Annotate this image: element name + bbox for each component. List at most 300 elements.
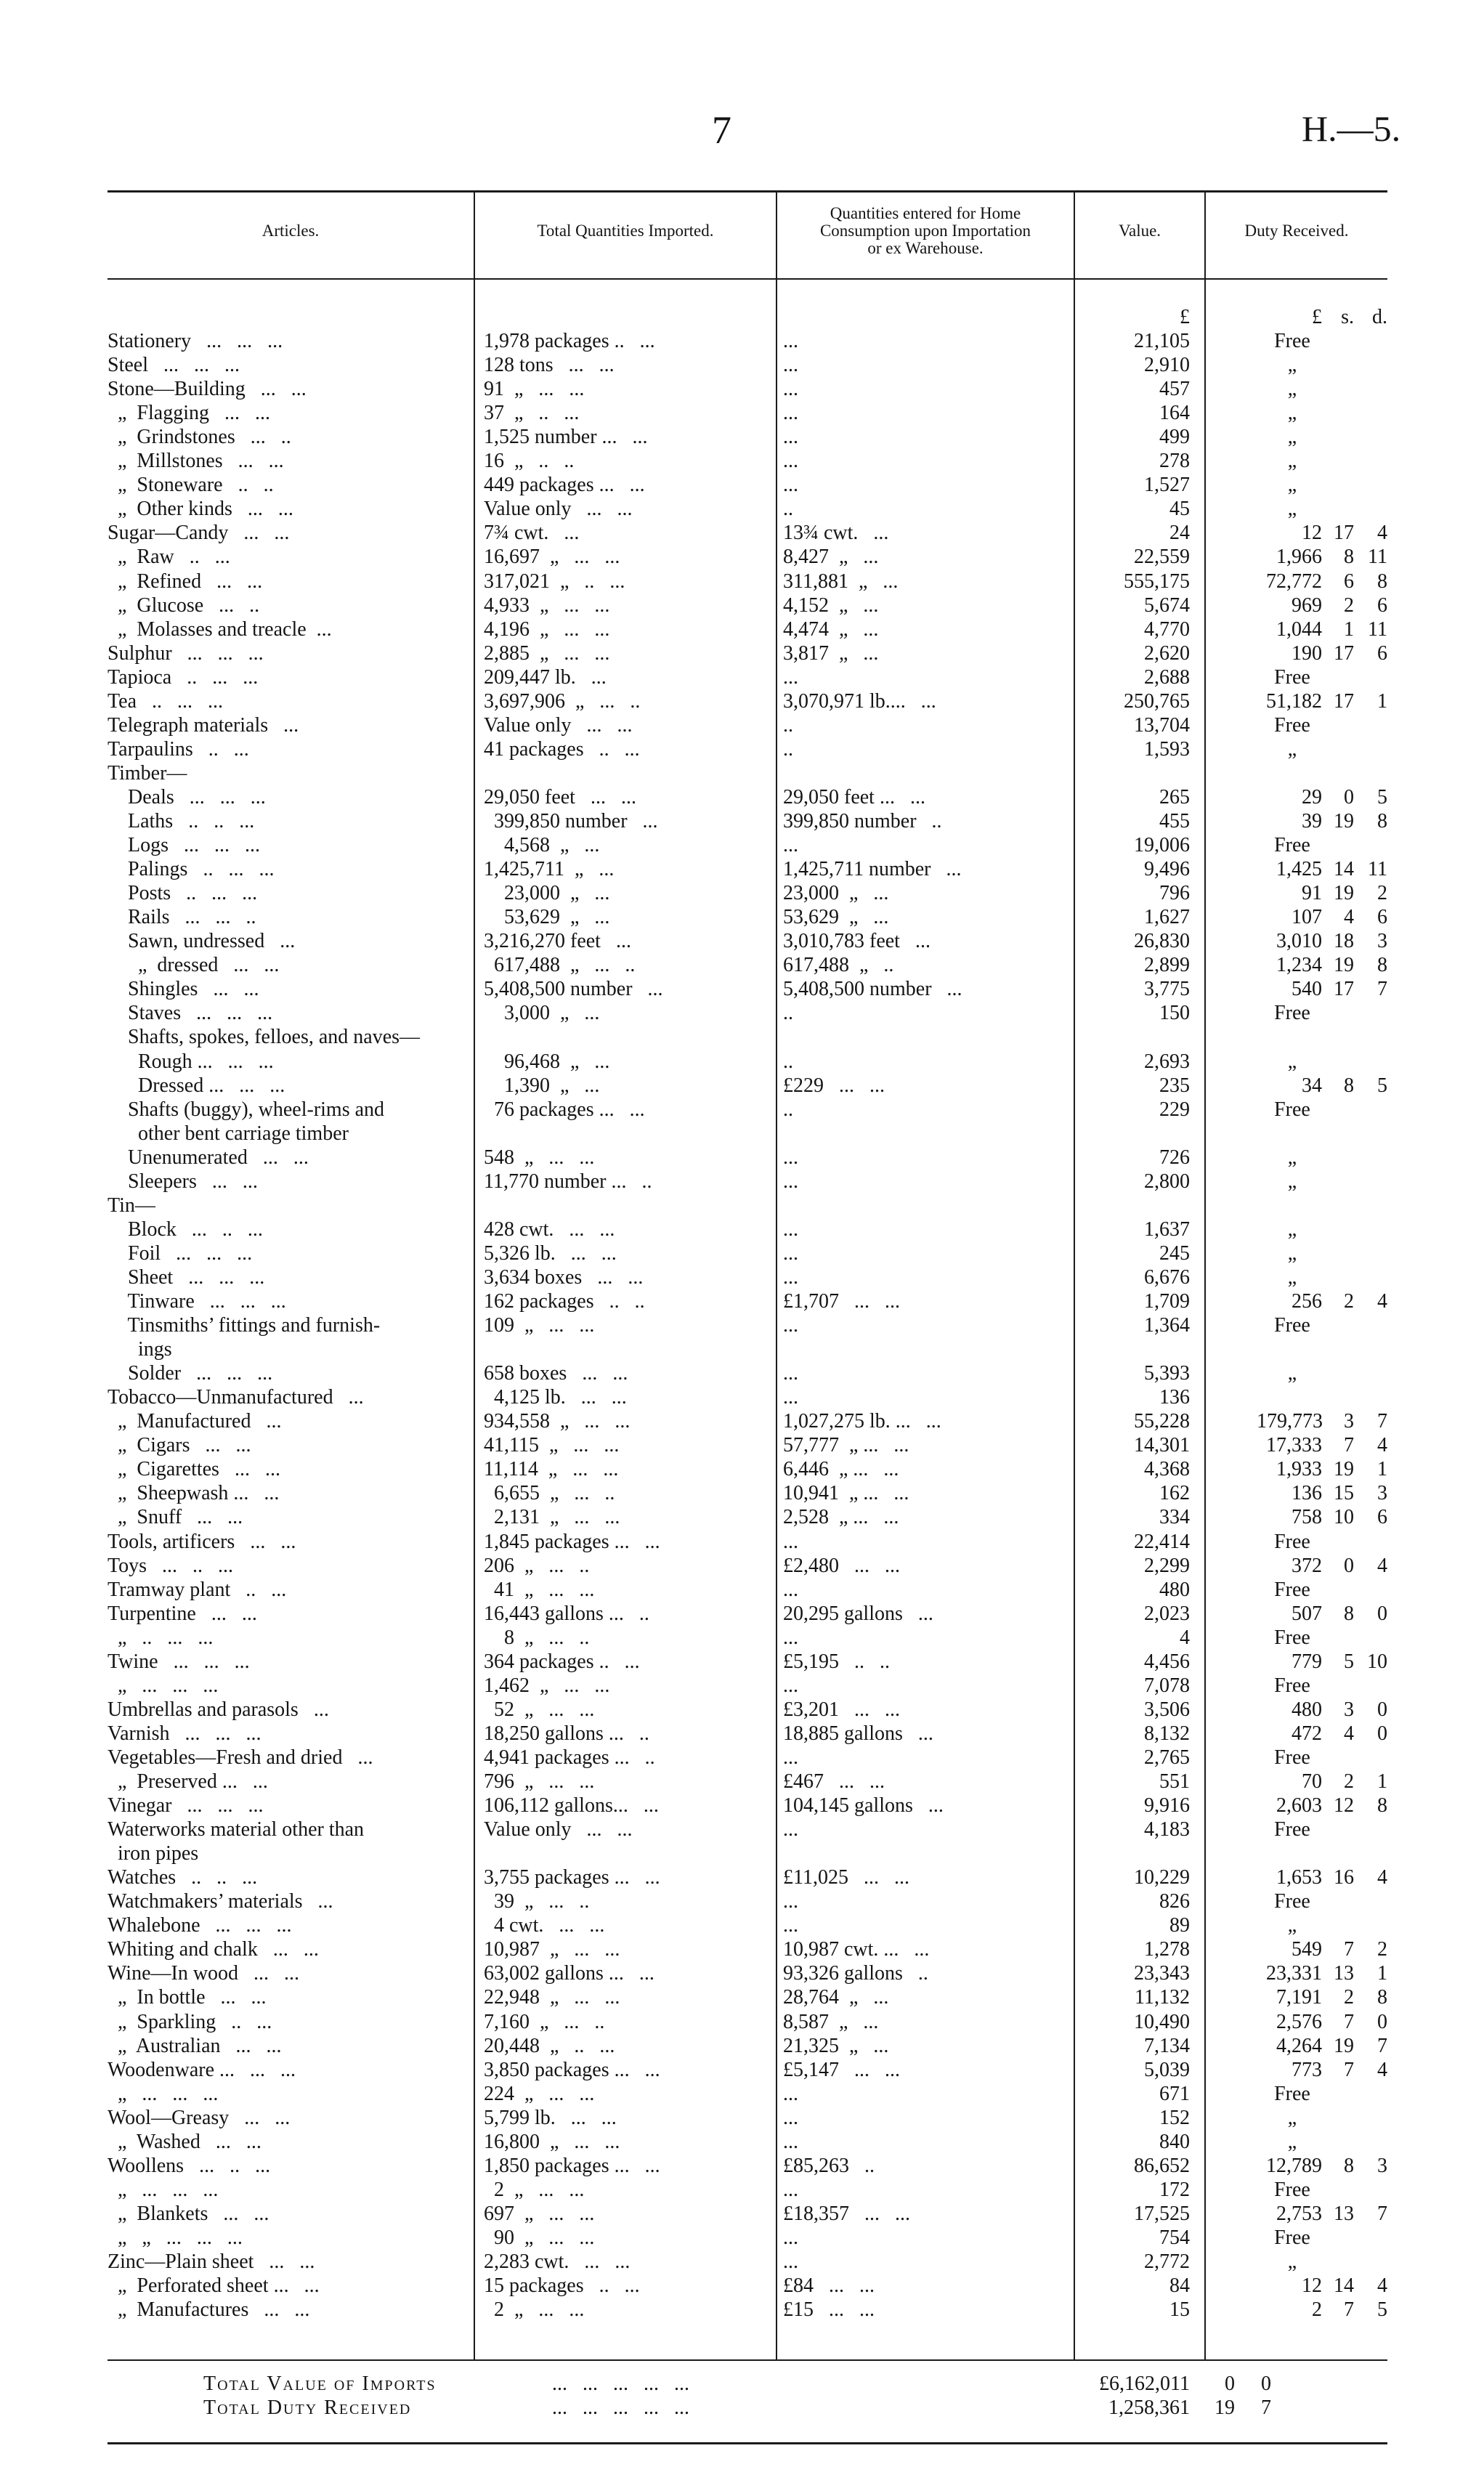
- article-cell: Palings .. ... ...: [108, 858, 275, 880]
- value-cell: 9,496: [1144, 858, 1190, 880]
- value-cell: 6,676: [1144, 1266, 1190, 1289]
- duty-shillings-cell: 19: [1334, 882, 1354, 904]
- duty-pounds-cell: 1,044: [1276, 618, 1322, 641]
- article-cell: „ Manufactured ...: [108, 1410, 282, 1433]
- home-consumption-cell: 13¾ cwt. ...: [783, 522, 889, 544]
- table-row: [0, 2130, 1484, 2154]
- total-quantity-cell: 23,000 „ ...: [484, 882, 610, 904]
- total-quantity-cell: 52 „ ... ...: [484, 1698, 595, 1721]
- duty-pence-cell: 4: [1377, 1866, 1387, 1889]
- table-row: [0, 1746, 1484, 1770]
- article-cell: Foil ... ... ...: [108, 1242, 253, 1265]
- duty-shillings-cell: 15: [1334, 1482, 1354, 1504]
- total-quantity-cell: 1,845 packages ... ...: [484, 1531, 660, 1553]
- home-consumption-cell: 4,474 „ ...: [783, 618, 879, 641]
- table-bottom-rule: [108, 2359, 1387, 2361]
- header-home-consumption: [777, 205, 1074, 257]
- table-row: [0, 1841, 1484, 1865]
- duty-cell: „: [1287, 1242, 1297, 1265]
- value-cell: 17,525: [1134, 2203, 1190, 2225]
- total-quantity-cell: 96,468 „ ...: [484, 1050, 610, 1073]
- table-row: [0, 977, 1484, 1001]
- value-cell: 1,278: [1144, 1938, 1190, 1961]
- article-cell: „ Preserved ... ...: [108, 1770, 268, 1793]
- duty-shillings-cell: 16: [1334, 1866, 1354, 1889]
- total-quantity-cell: 90 „ ... ...: [484, 2226, 595, 2249]
- value-cell: 2,899: [1144, 954, 1190, 976]
- duty-pounds-cell: 34: [1302, 1074, 1322, 1097]
- home-consumption-cell: 399,850 number ..: [783, 810, 942, 832]
- duty-cell: „: [1287, 1218, 1297, 1241]
- home-consumption-cell: 1,425,711 number ...: [783, 858, 962, 880]
- total-quantity-cell: 4,125 lb. ... ...: [484, 1386, 627, 1409]
- table-row: [0, 2202, 1484, 2226]
- duty-pounds-cell: 72,772: [1266, 570, 1322, 593]
- total-quantity-cell: 934,558 „ ... ...: [484, 1410, 631, 1433]
- duty-cell: „: [1287, 474, 1297, 496]
- home-consumption-cell: £1,707 ... ...: [783, 1290, 900, 1313]
- table-row: [0, 570, 1484, 593]
- total-duty-leaders: ... ... ... ... ...: [552, 2396, 689, 2419]
- duty-pounds-cell: 758: [1292, 1506, 1322, 1528]
- duty-pence-cell: 8: [1377, 1986, 1387, 2009]
- duty-pence-cell: 1: [1377, 1770, 1387, 1793]
- article-cell: Tobacco—Unmanufactured ...: [108, 1386, 364, 1409]
- duty-shillings-cell: 8: [1344, 546, 1354, 568]
- value-cell: 13,704: [1134, 714, 1190, 737]
- table-row: [0, 1770, 1484, 1794]
- duty-pence-cell: 1: [1377, 1458, 1387, 1480]
- table-row: [0, 1913, 1484, 1937]
- value-cell: 4,368: [1144, 1458, 1190, 1480]
- article-cell: ings: [108, 1338, 172, 1361]
- home-consumption-cell: 311,881 „ ...: [783, 570, 899, 593]
- table-row: [0, 1865, 1484, 1889]
- page-number: 7: [712, 108, 731, 152]
- currency-units-row: [0, 305, 1484, 329]
- article-cell: Timber—: [108, 762, 187, 785]
- table-row: [0, 1722, 1484, 1746]
- article-cell: Laths .. .. ...: [108, 810, 255, 832]
- duty-cell: „: [1287, 1170, 1297, 1193]
- article-cell: Sheet ... ... ...: [108, 1266, 265, 1289]
- total-quantity-cell: 37 „ .. ...: [484, 402, 580, 424]
- duty-pounds-cell: 507: [1292, 1602, 1322, 1625]
- table-row: [0, 1698, 1484, 1722]
- duty-pounds-cell: 7,191: [1276, 1986, 1322, 2009]
- duty-shillings-cell: 8: [1344, 1074, 1354, 1097]
- home-consumption-cell: 1,027,275 lb. ... ...: [783, 1410, 941, 1433]
- table-row: [0, 1961, 1484, 1985]
- duty-pounds-cell: 549: [1292, 1938, 1322, 1961]
- value-cell: 2,800: [1144, 1170, 1190, 1193]
- article-cell: Tea .. ... ...: [108, 690, 224, 713]
- duty-pence-cell: 4: [1377, 1434, 1387, 1456]
- total-quantity-cell: 4,941 packages ... ..: [484, 1746, 655, 1769]
- article-cell: „ Sheepwash ... ...: [108, 1482, 280, 1504]
- home-consumption-cell: £5,147 ... ...: [783, 2059, 900, 2081]
- duty-cell: Free: [1274, 330, 1310, 352]
- value-cell: 3,506: [1144, 1698, 1190, 1721]
- article-cell: Whalebone ... ... ...: [108, 1914, 292, 1937]
- total-quantity-cell: 39 „ ... ..: [484, 1890, 590, 1913]
- home-consumption-cell: ...: [783, 1146, 798, 1169]
- value-cell: 826: [1159, 1890, 1190, 1913]
- duty-cell: Free: [1274, 1890, 1310, 1913]
- total-quantity-cell: 16,697 „ ... ...: [484, 546, 620, 568]
- duty-pence-cell: 10: [1367, 1650, 1387, 1673]
- article-cell: „ Raw .. ...: [108, 546, 230, 568]
- duty-shillings-cell: 19: [1334, 2035, 1354, 2057]
- table-row: [0, 1626, 1484, 1650]
- article-cell: „ Refined ... ...: [108, 570, 263, 593]
- value-cell: 726: [1159, 1146, 1190, 1169]
- duty-shillings-cell: 8: [1344, 2155, 1354, 2177]
- duty-cell: „: [1287, 1914, 1297, 1937]
- value-cell: 162: [1159, 1482, 1190, 1504]
- table-row: [0, 1074, 1484, 1098]
- home-consumption-cell: ..: [783, 1050, 793, 1073]
- total-imports-value: £6,162,011: [1099, 2372, 1190, 2395]
- home-consumption-cell: 6,446 „ ... ...: [783, 1458, 899, 1480]
- total-quantity-cell: 796 „ ... ...: [484, 1770, 595, 1793]
- table-row: [0, 1505, 1484, 1529]
- article-cell: Logs ... ... ...: [108, 834, 260, 856]
- home-consumption-cell: 104,145 gallons ...: [783, 1794, 944, 1817]
- value-cell: 11,132: [1135, 1986, 1190, 2009]
- home-consumption-cell: ...: [783, 1914, 798, 1937]
- value-cell: 334: [1159, 1506, 1190, 1528]
- total-quantity-cell: 2,885 „ ... ...: [484, 642, 610, 665]
- article-cell: Watchmakers’ materials ...: [108, 1890, 333, 1913]
- home-consumption-cell: ...: [783, 330, 798, 352]
- value-cell: 22,559: [1134, 546, 1190, 568]
- article-cell: Stationery ... ... ...: [108, 330, 283, 352]
- duty-pence-cell: 5: [1377, 786, 1387, 809]
- duty-cell: Free: [1274, 1002, 1310, 1024]
- article-cell: „ Stoneware .. ..: [108, 474, 274, 496]
- total-quantity-cell: 7¾ cwt. ...: [484, 522, 580, 544]
- table-row: [0, 1409, 1484, 1433]
- value-cell: 86,652: [1134, 2155, 1190, 2177]
- table-row: [0, 2010, 1484, 2034]
- total-quantity-cell: 658 boxes ... ...: [484, 1362, 628, 1385]
- duty-shillings-cell: 19: [1334, 1458, 1354, 1480]
- duty-shillings-cell: 3: [1344, 1410, 1354, 1433]
- duty-pence-cell: 0: [1377, 1698, 1387, 1721]
- article-cell: Wool—Greasy ... ...: [108, 2107, 291, 2129]
- total-quantity-cell: 7,160 „ ... ..: [484, 2011, 605, 2033]
- value-cell: 8,132: [1144, 1722, 1190, 1745]
- duty-cell: „: [1287, 426, 1297, 448]
- article-cell: „ .. ... ...: [108, 1626, 214, 1649]
- total-quantity-cell: 4 cwt. ... ...: [484, 1914, 605, 1937]
- value-cell: 10,490: [1134, 2011, 1190, 2033]
- home-consumption-cell: £5,195 .. ..: [783, 1650, 890, 1673]
- table-row: [0, 497, 1484, 521]
- table-row: [0, 1170, 1484, 1194]
- total-quantity-cell: 697 „ ... ...: [484, 2203, 595, 2225]
- total-quantity-cell: 4,568 „ ...: [484, 834, 600, 856]
- duty-pence-cell: 0: [1377, 1722, 1387, 1745]
- duty-pence-cell: 11: [1368, 618, 1387, 641]
- total-quantity-cell: 4,196 „ ... ...: [484, 618, 610, 641]
- duty-pence-cell: 4: [1377, 1555, 1387, 1577]
- total-quantity-cell: 109 „ ... ...: [484, 1314, 595, 1337]
- table-row: [0, 1313, 1484, 1337]
- article-cell: iron pipes: [108, 1842, 199, 1865]
- value-cell: 7,134: [1144, 2035, 1190, 2057]
- table-row: [0, 1361, 1484, 1385]
- duty-pence-cell: 6: [1377, 1506, 1387, 1528]
- duty-pence-cell: 6: [1377, 594, 1387, 617]
- total-quantity-cell: 11,770 number ... ..: [484, 1170, 652, 1193]
- value-cell: 136: [1159, 1386, 1190, 1409]
- duty-pounds-cell: 179,773: [1257, 1410, 1323, 1433]
- duty-pounds-cell: 23,331: [1266, 1962, 1322, 1985]
- value-cell: 19,006: [1134, 834, 1190, 856]
- value-cell: 152: [1159, 2107, 1190, 2129]
- article-cell: Rails ... ... ..: [108, 906, 256, 928]
- duty-pounds-cell: 1,425: [1276, 858, 1322, 880]
- article-cell: Watches .. .. ...: [108, 1866, 258, 1889]
- article-cell: Stone—Building ... ...: [108, 378, 307, 400]
- duty-pounds-cell: 107: [1292, 906, 1322, 928]
- table-row: [0, 2106, 1484, 2130]
- value-cell: 4,770: [1144, 618, 1190, 641]
- article-cell: Steel ... ... ...: [108, 354, 240, 376]
- table-row: [0, 2298, 1484, 2322]
- total-quantity-cell: 22,948 „ ... ...: [484, 1986, 620, 2009]
- value-cell: 455: [1159, 810, 1190, 832]
- home-consumption-cell: ..: [783, 1098, 793, 1121]
- total-quantity-cell: 206 „ ... ..: [484, 1555, 590, 1577]
- home-consumption-cell: 57,777 „ ... ...: [783, 1434, 909, 1456]
- total-quantity-cell: 224 „ ... ...: [484, 2083, 595, 2105]
- article-cell: Zinc—Plain sheet ... ...: [108, 2250, 315, 2273]
- total-duty-label: Total Duty Received: [203, 2396, 412, 2419]
- table-row: [0, 2274, 1484, 2298]
- value-cell: 1,527: [1144, 474, 1190, 496]
- total-quantity-cell: 18,250 gallons ... ..: [484, 1722, 649, 1745]
- total-quantity-cell: 15 packages .. ...: [484, 2274, 640, 2297]
- duty-pounds-cell: 372: [1292, 1555, 1322, 1577]
- total-quantity-cell: Value only ... ...: [484, 714, 633, 737]
- article-cell: Wine—In wood ... ...: [108, 1962, 300, 1985]
- value-cell: 9,916: [1144, 1794, 1190, 1817]
- total-quantity-cell: 1,850 packages ... ...: [484, 2155, 660, 2177]
- duty-pence-cell: 0: [1377, 1602, 1387, 1625]
- article-cell: Staves ... ... ...: [108, 1002, 273, 1024]
- duty-cell: „: [1287, 1146, 1297, 1169]
- value-cell: 229: [1159, 1098, 1190, 1121]
- total-quantity-cell: 1,390 „ ...: [484, 1074, 600, 1097]
- home-consumption-cell: £467 ... ...: [783, 1770, 885, 1793]
- article-cell: „ Cigarettes ... ...: [108, 1458, 280, 1480]
- value-cell: 245: [1159, 1242, 1190, 1265]
- duty-pounds-cell: 2,576: [1276, 2011, 1322, 2033]
- article-cell: „ Flagging ... ...: [108, 402, 270, 424]
- duty-shillings-cell: 8: [1344, 1602, 1354, 1625]
- duty-shillings-cell: 14: [1334, 858, 1354, 880]
- total-quantity-cell: 1,978 packages .. ...: [484, 330, 655, 352]
- table-row: [0, 401, 1484, 425]
- table-row: [0, 1457, 1484, 1481]
- article-cell: „ In bottle ... ...: [108, 1986, 267, 2009]
- duty-pence-cell: 3: [1377, 2155, 1387, 2177]
- total-imports-pence: 0: [1261, 2372, 1271, 2395]
- duty-shillings-cell: 7: [1344, 1938, 1354, 1961]
- total-quantity-cell: 317,021 „ .. ...: [484, 570, 625, 593]
- duty-pounds-cell: 1,933: [1276, 1458, 1322, 1480]
- duty-pounds-cell: 1,653: [1276, 1866, 1322, 1889]
- table-row: [0, 1794, 1484, 1818]
- duty-pence-cell: 7: [1377, 978, 1387, 1000]
- value-cell: 2,620: [1144, 642, 1190, 665]
- duty-pounds-cell: 17,333: [1266, 1434, 1322, 1456]
- duty-pence-cell: 7: [1377, 2035, 1387, 2057]
- article-cell: „ Molasses and treacle ...: [108, 618, 332, 641]
- value-cell: 2,693: [1144, 1050, 1190, 1073]
- article-cell: „ Perforated sheet ... ...: [108, 2274, 320, 2297]
- duty-pounds-cell: 2,603: [1276, 1794, 1322, 1817]
- article-cell: Tramway plant .. ...: [108, 1579, 287, 1601]
- total-quantity-cell: 209,447 lb. ...: [484, 666, 607, 689]
- total-quantity-cell: 399,850 number ...: [484, 810, 658, 832]
- duty-cell: Free: [1274, 834, 1310, 856]
- value-cell: 2,772: [1144, 2250, 1190, 2273]
- table-row: [0, 665, 1484, 689]
- duty-pounds-cell: 39: [1302, 810, 1322, 832]
- duty-pence-cell: 4: [1377, 2059, 1387, 2081]
- duty-cell: Free: [1274, 1098, 1310, 1121]
- total-duty-value: 1,258,361: [1108, 2396, 1190, 2419]
- duty-pence-cell: 8: [1377, 954, 1387, 976]
- duty-shillings-cell: 7: [1344, 2059, 1354, 2081]
- total-quantity-cell: 16,443 gallons ... ..: [484, 1602, 649, 1625]
- total-imports-leaders: ... ... ... ... ...: [552, 2372, 689, 2395]
- table-row: [0, 1530, 1484, 1554]
- total-quantity-cell: 3,216,270 feet ...: [484, 930, 631, 952]
- value-cell: 2,910: [1144, 354, 1190, 376]
- article-cell: „ Australian ... ...: [108, 2035, 282, 2057]
- duty-shillings-cell: 17: [1334, 642, 1354, 665]
- total-quantity-cell: 8 „ ... ..: [484, 1626, 590, 1649]
- table-row: [0, 737, 1484, 761]
- duty-pence-cell: 6: [1377, 642, 1387, 665]
- home-consumption-cell: 5,408,500 number ...: [783, 978, 962, 1000]
- duty-pence-cell: 4: [1377, 522, 1387, 544]
- article-cell: „ Cigars ... ...: [108, 1434, 251, 1456]
- duty-pence-cell: 1: [1377, 1962, 1387, 1985]
- article-cell: Rough ... ... ...: [108, 1050, 274, 1073]
- total-quantity-cell: 106,112 gallons... ...: [484, 1794, 659, 1817]
- duty-cell: Free: [1274, 2083, 1310, 2105]
- value-cell: 2,299: [1144, 1555, 1190, 1577]
- table-row: [0, 929, 1484, 953]
- value-cell: 164: [1159, 402, 1190, 424]
- duty-pounds-cell: 540: [1292, 978, 1322, 1000]
- article-cell: „ Blankets ... ...: [108, 2203, 269, 2225]
- article-cell: Deals ... ... ...: [108, 786, 266, 809]
- value-cell: 89: [1169, 1914, 1190, 1937]
- table-row: [0, 1098, 1484, 1122]
- duty-pounds-cell: 773: [1292, 2059, 1322, 2081]
- value-cell: 5,393: [1144, 1362, 1190, 1385]
- article-cell: „ Manufactures ... ...: [108, 2298, 310, 2321]
- value-cell: 4,456: [1144, 1650, 1190, 1673]
- duty-shillings-cell: 5: [1344, 1650, 1354, 1673]
- article-cell: Block ... .. ...: [108, 1218, 263, 1241]
- value-cell: 235: [1159, 1074, 1190, 1097]
- value-cell: 1,593: [1144, 738, 1190, 761]
- value-cell: 5,674: [1144, 594, 1190, 617]
- home-consumption-cell: ...: [783, 1890, 798, 1913]
- duty-shillings-cell: 17: [1334, 522, 1354, 544]
- duty-shillings-cell: 17: [1334, 690, 1354, 713]
- home-consumption-cell: ..: [783, 1002, 793, 1024]
- duty-cell: Free: [1274, 666, 1310, 689]
- home-consumption-cell: 2,528 „ ... ...: [783, 1506, 899, 1528]
- duty-cell: „: [1287, 738, 1297, 761]
- home-consumption-cell: ...: [783, 1266, 798, 1289]
- article-cell: Umbrellas and parasols ...: [108, 1698, 329, 1721]
- home-consumption-cell: 20,295 gallons ...: [783, 1602, 933, 1625]
- article-cell: Tarpaulins .. ...: [108, 738, 249, 761]
- value-cell: 555,175: [1124, 570, 1190, 593]
- table-row: [0, 833, 1484, 857]
- table-row: [0, 473, 1484, 497]
- value-cell: 1,364: [1144, 1314, 1190, 1337]
- duty-shillings-cell: 13: [1334, 2203, 1354, 2225]
- duty-cell: „: [1287, 2131, 1297, 2153]
- total-quantity-cell: 162 packages .. ..: [484, 1290, 645, 1313]
- home-consumption-cell: ...: [783, 1626, 798, 1649]
- article-cell: Dressed ... ... ...: [108, 1074, 285, 1097]
- table-top-rule: [108, 190, 1387, 193]
- home-consumption-cell: ...: [783, 354, 798, 376]
- home-consumption-cell: ...: [783, 834, 798, 856]
- value-cell: 499: [1159, 426, 1190, 448]
- duty-shillings-cell: 6: [1344, 570, 1354, 593]
- duty-pence-symbol: d.: [1372, 306, 1387, 328]
- home-consumption-cell: ...: [783, 450, 798, 472]
- table-row: [0, 809, 1484, 833]
- value-cell: 480: [1159, 1579, 1190, 1601]
- table-row: [0, 1265, 1484, 1289]
- duty-pounds-cell: 2,753: [1276, 2203, 1322, 2225]
- total-quantity-cell: 91 „ ... ...: [484, 378, 585, 400]
- home-consumption-cell: ...: [783, 1362, 798, 1385]
- header-articles: Articles.: [261, 222, 320, 240]
- table-row: [0, 2082, 1484, 2106]
- table-row: [0, 2178, 1484, 2202]
- home-consumption-cell: 3,070,971 lb.... ...: [783, 690, 936, 713]
- total-quantity-cell: 16,800 „ ... ...: [484, 2131, 620, 2153]
- home-consumption-cell: £2,480 ... ...: [783, 1555, 900, 1577]
- home-consumption-cell: ...: [783, 2107, 798, 2129]
- header-total-quantities: Total Quantities Imported.: [537, 222, 714, 240]
- home-consumption-cell: ...: [783, 402, 798, 424]
- total-quantity-cell: 1,462 „ ... ...: [484, 1674, 610, 1697]
- article-cell: Sugar—Candy ... ...: [108, 522, 290, 544]
- home-consumption-cell: ..: [783, 714, 793, 737]
- home-consumption-cell: ...: [783, 2179, 798, 2201]
- table-row: [0, 593, 1484, 617]
- home-consumption-cell: £11,025 ... ...: [783, 1866, 909, 1889]
- duty-pence-cell: 3: [1377, 1482, 1387, 1504]
- article-cell: „ Snuff ... ...: [108, 1506, 243, 1528]
